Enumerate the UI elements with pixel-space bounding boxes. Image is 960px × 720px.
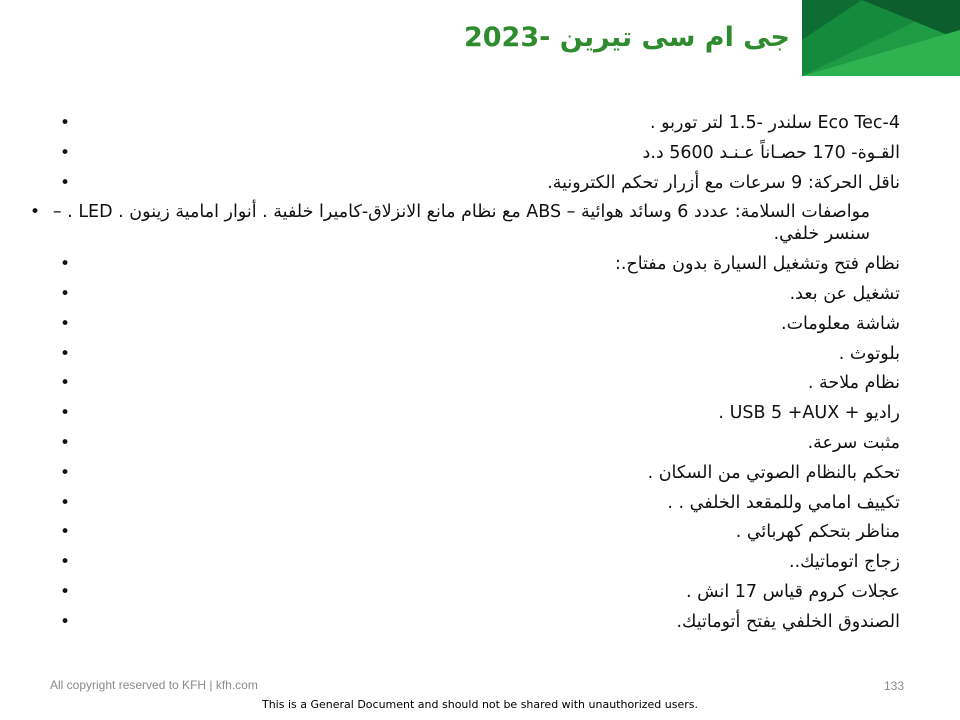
list-item: تحكم بالنظام الصوتي من السكان . • [50, 462, 960, 484]
list-item: نظام ملاحة . • [50, 372, 960, 394]
page-number: 133 [884, 679, 905, 693]
disclaimer-text: This is a General Document and should not be shared with unauthorized users. [261, 698, 698, 711]
list-item: القـوة- 170 حصـاناً عـنـد 5600 د.د • [50, 142, 960, 164]
list-item: مواصفات السلامة: عددد 6 وسائد هوائية – ABS مع نظام مانع الانزلاق-كاميرا خلفية . أنوار امامية زينون . LED . – سنسر خلفي. • [50, 201, 930, 245]
list-item: الصندوق الخلفي يفتح أتوماتيك. • [50, 611, 960, 633]
list-item: مناظر بتحكم كهربائي . • [50, 521, 960, 543]
list-item: 4-Eco Tec سلندر -1.5 لتر توربو . • [50, 112, 960, 134]
list-item: مثبت سرعة. • [50, 432, 960, 454]
list-item: زجاج اتوماتيك.. • [50, 551, 960, 573]
list-item: بلوتوث . • [50, 343, 960, 365]
feature-list [50, 112, 960, 641]
list-item: شاشة معلومات. • [50, 313, 960, 335]
list-item: تكييف امامي وللمقعد الخلفي . . • [50, 492, 960, 514]
list-item: تشغيل عن بعد. • [50, 283, 960, 305]
list-item: راديو + USB 5 +AUX . • [50, 402, 960, 424]
kfh-logo-graphic [802, 0, 960, 76]
list-item: عجلات كروم قياس 17 انش . • [50, 581, 960, 603]
copyright-footer: All copyright reserved to KFH | kfh.com [50, 678, 258, 692]
list-item: ناقل الحركة: 9 سرعات مع أزرار تحكم الكترونية. • [50, 172, 960, 194]
list-item: نظام فتح وتشغيل السيارة بدون مفتاح.: • [50, 253, 960, 275]
slide-title: جى ام سى تيرين -2023 [463, 22, 790, 53]
